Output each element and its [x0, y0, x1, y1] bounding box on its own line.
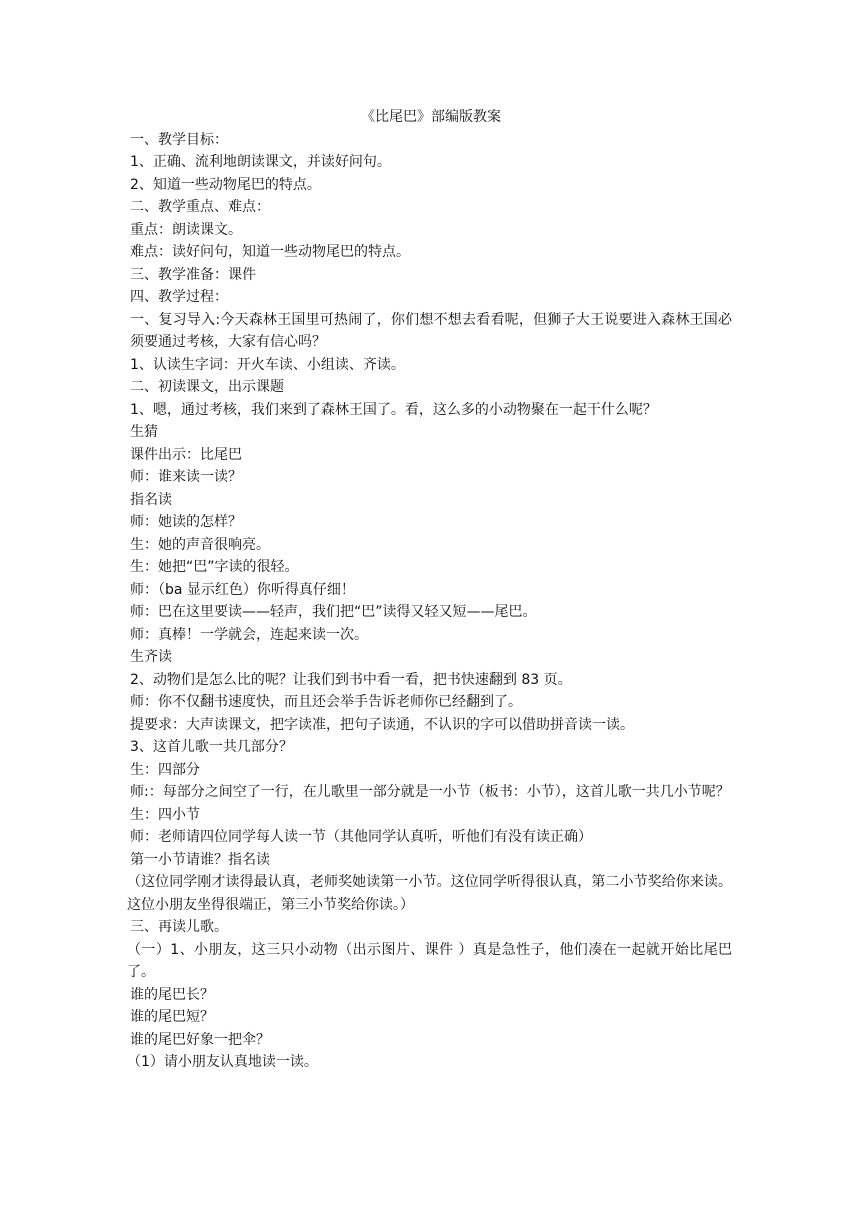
- text-line: 提要求：大声读课文，把字读准，把句子读通，不认识的字可以借助拼音读一读。: [130, 716, 634, 733]
- text-line: 师：真棒！一学就会，连起来读一次。: [130, 626, 368, 643]
- text-line: 课件出示：比尾巴: [130, 446, 242, 463]
- text-line: 第一小节请谁？指名读: [130, 851, 270, 868]
- text-line: 四、教学过程：: [130, 289, 228, 305]
- text-line: 1、正确、流利地朗读课文，并读好问句。: [130, 154, 391, 170]
- document-page: [127, 106, 732, 1074]
- text-line: 生猜: [130, 424, 158, 440]
- text-line: 生：她把“巴”字读的很轻。: [130, 559, 299, 575]
- text-line: 师：（ba 显示红色）你听得真仔细！: [130, 581, 355, 598]
- text-line: 师：你不仅翻书速度快，而且还会举手告诉老师你已经翻到了。: [130, 694, 522, 710]
- text-line: 生：她的声音很响亮。: [130, 536, 270, 553]
- text-line: 2、动物们是怎么比的呢？让我们到书中看一看，把书快速翻到 83 页。: [130, 671, 572, 688]
- text-line: 难点：读好问句，知道一些动物尾巴的特点。: [130, 244, 410, 260]
- text-paragraph: 一、复习导入:今天森林王国里可热闹了，你们想不想去看看呢，但狮子大王说要进入森林王国必须要通过考核，大家有信心吗？: [130, 311, 732, 350]
- text-paragraph: （一）1、小朋友，这三只小动物（出示图片、课件 ）真是急性子，他们凑在一起就开始比尾巴了。: [127, 941, 732, 980]
- text-line: 谁的尾巴好象一把伞？: [130, 1031, 270, 1048]
- text-line: 二、教学重点、难点：: [130, 199, 270, 215]
- text-line: 二、初读课文，出示课题: [130, 379, 284, 395]
- text-line: 师：老师请四位同学每人读一节（其他同学认真听，听他们有没有读正确）: [130, 829, 592, 845]
- text-line: 1、认读生字词：开火车读、小组读、齐读。: [130, 356, 405, 373]
- text-line: 生：四小节: [130, 806, 200, 823]
- text-line: 生：四部分: [130, 761, 200, 778]
- text-line: 指名读: [130, 491, 172, 508]
- text-paragraph: 师:：每部分之间空了一行，在儿歌里一部分就是一小节（板书：小节），这首儿歌一共几小节呢？: [130, 784, 730, 800]
- text-line: 一、教学目标：: [130, 131, 228, 148]
- text-line: 谁的尾巴短？: [130, 1009, 214, 1025]
- text-line: 重点：朗读课文。: [130, 221, 242, 238]
- text-line: （1）请小朋友认真地读一读。: [127, 1054, 318, 1070]
- text-line: 3、这首儿歌一共几部分？: [130, 739, 293, 755]
- text-line: 1、嗯，通过考核，我们来到了森林王国了。看，这么多的小动物聚在一起干什么呢？: [130, 401, 657, 418]
- text-line: 三、再读儿歌。: [130, 919, 228, 935]
- document-title: 《比尾巴》部编版教案: [361, 109, 501, 125]
- text-line: 师：谁来读一读？: [130, 469, 242, 485]
- text-line: 2、知道一些动物尾巴的特点。: [130, 176, 321, 193]
- text-line: 师：巴在这里要读——轻声，我们把“巴”读得又轻又短——尾巴。: [130, 604, 537, 620]
- text-line: 师：她读的怎样？: [130, 514, 242, 530]
- text-line: 生齐读: [130, 649, 172, 665]
- text-paragraph: （这位同学刚才读得最认真，老师奖她读第一小节。这位同学听得很认真，第二小节奖给你来读。这位小朋友坐得很端正，第三小节奖给你读。）: [127, 874, 732, 913]
- text-line: 谁的尾巴长？: [130, 986, 214, 1003]
- text-line: 三、教学准备：课件: [130, 266, 256, 283]
